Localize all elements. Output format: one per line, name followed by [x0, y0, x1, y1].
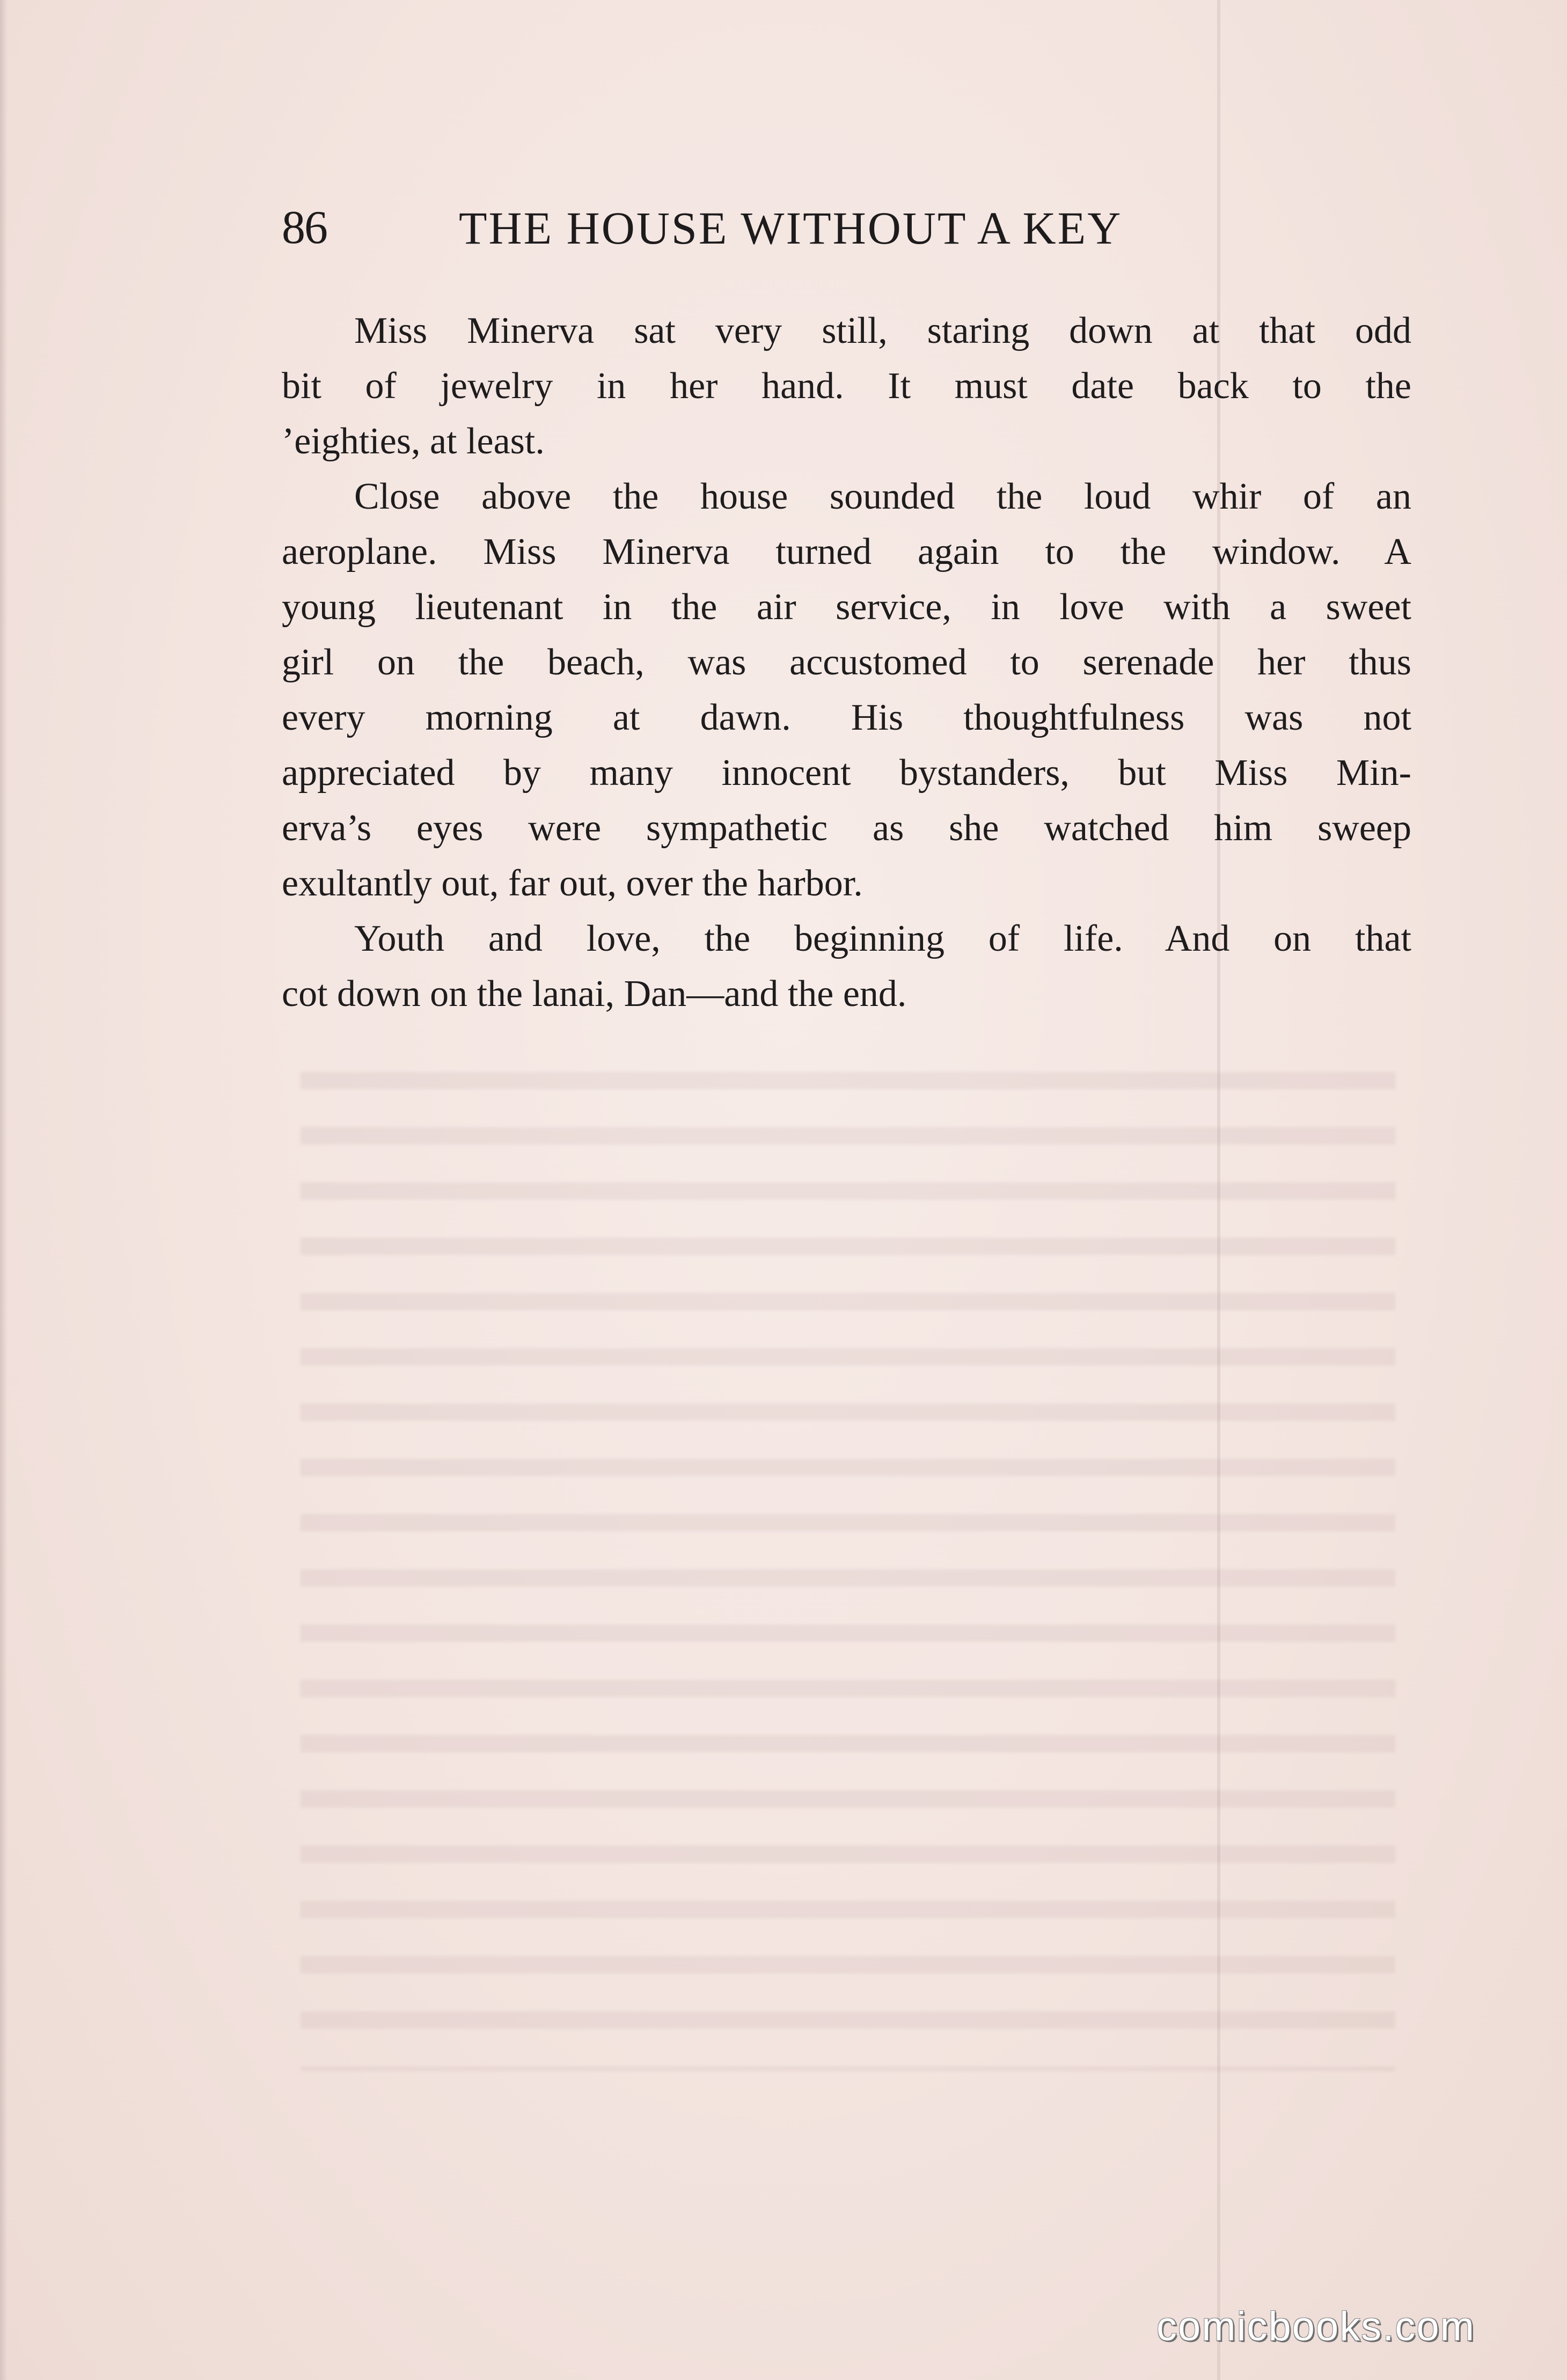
text-line: erva’s eyes were sympathetic as she watched him sweep [282, 807, 1411, 849]
text-line: cot down on the lanai, Dan—and the end. [282, 973, 907, 1015]
book-title: THE HOUSE WITHOUT A KEY [459, 202, 1123, 254]
paragraph-3 [282, 911, 1411, 1022]
watermark: comicbooks.com [1156, 2304, 1475, 2349]
text-line: bit of jewelry in her hand. It must date back to the [282, 365, 1411, 407]
paragraph-1 [282, 303, 1411, 469]
text-line: girl on the beach, was accustomed to serenade her thus [282, 642, 1411, 683]
text-line: aeroplane. Miss Minerva turned again to the window. A [282, 531, 1411, 572]
page-number: 86 [282, 202, 327, 254]
text-line: ’eighties, at least. [282, 421, 545, 462]
text-line: Youth and love, the beginning of life. And on that [354, 918, 1411, 959]
text-line: Close above the house sounded the loud whir of an [354, 476, 1411, 517]
text-line: Miss Minerva sat very still, staring down at that odd [354, 310, 1411, 351]
running-head [282, 199, 1414, 258]
page-edge-shadow [0, 0, 8, 2380]
text-line: young lieutenant in the air service, in love with a sweet [282, 586, 1411, 628]
text-line: appreciated by many innocent bystanders, but Miss Min- [282, 752, 1411, 794]
reverse-side-bleed-through [301, 1052, 1395, 2071]
text-line: every morning at dawn. His thoughtfulness was not [282, 697, 1411, 738]
text-line: exultantly out, far out, over the harbor. [282, 863, 863, 904]
paragraph-2 [282, 469, 1411, 911]
body-text [282, 303, 1411, 1022]
